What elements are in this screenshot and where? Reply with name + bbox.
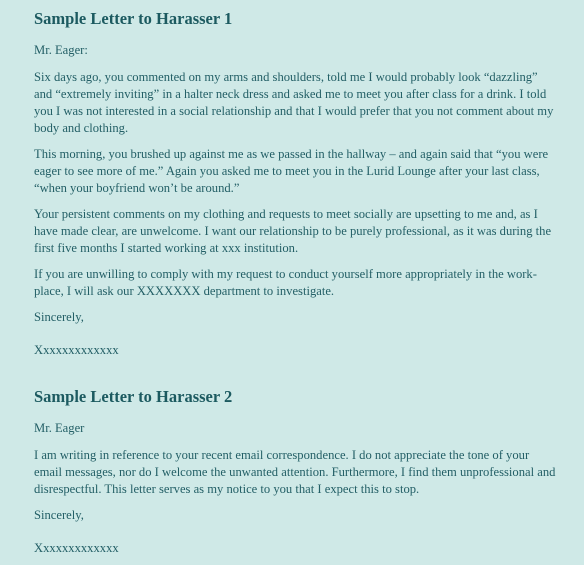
letter-paragraph: I am writing in reference to your recent email correspondence. I do not appreciate the tone of your email messages, nor do I welcome the unwanted attention. Furthermore, I find them unprofessional and disrespectful. This letter serves as my notice to you that I expect this to stop. xyxy=(34,448,556,496)
closing: Sincerely, xyxy=(34,310,84,324)
signature: Xxxxxxxxxxxxx xyxy=(34,541,119,555)
closing: Sincerely, xyxy=(34,508,84,522)
salutation: Mr. Eager: xyxy=(34,43,88,57)
letter-paragraph: This morning, you brushed up against me as we passed in the hallway – and again said that “you were eager to see more of me.” Again you asked me to meet you in the Lurid Lounge after your last class, “when your boyfriend won’t be around.” xyxy=(34,147,549,195)
letter-1 xyxy=(34,8,556,359)
letter-title: Sample Letter to Harasser 2 xyxy=(34,387,233,406)
letter-paragraph: Your persistent comments on my clothing and requests to meet socially are upsetting to me and, as I have made clear, are unwelcome. I want our relationship to be purely professional, as it was during the first five months I started working at xxx institution. xyxy=(34,207,552,255)
letter-paragraph: Six days ago, you commented on my arms and shoulders, told me I would probably look “dazzling” and “extremely inviting” in a halter neck dress and asked me to meet you after class for a drink. I told you I was not interested in a social relationship and that I would prefer that you not comment about my body and clothing. xyxy=(34,70,554,135)
letter-title: Sample Letter to Harasser 1 xyxy=(34,9,233,28)
letter-2 xyxy=(34,386,556,557)
letter-paragraph: If you are unwilling to comply with my request to conduct yourself more appropriately in the work-place, I will ask our XXXXXXX department to investigate. xyxy=(34,267,537,298)
signature: Xxxxxxxxxxxxx xyxy=(34,343,119,357)
salutation: Mr. Eager xyxy=(34,421,85,435)
